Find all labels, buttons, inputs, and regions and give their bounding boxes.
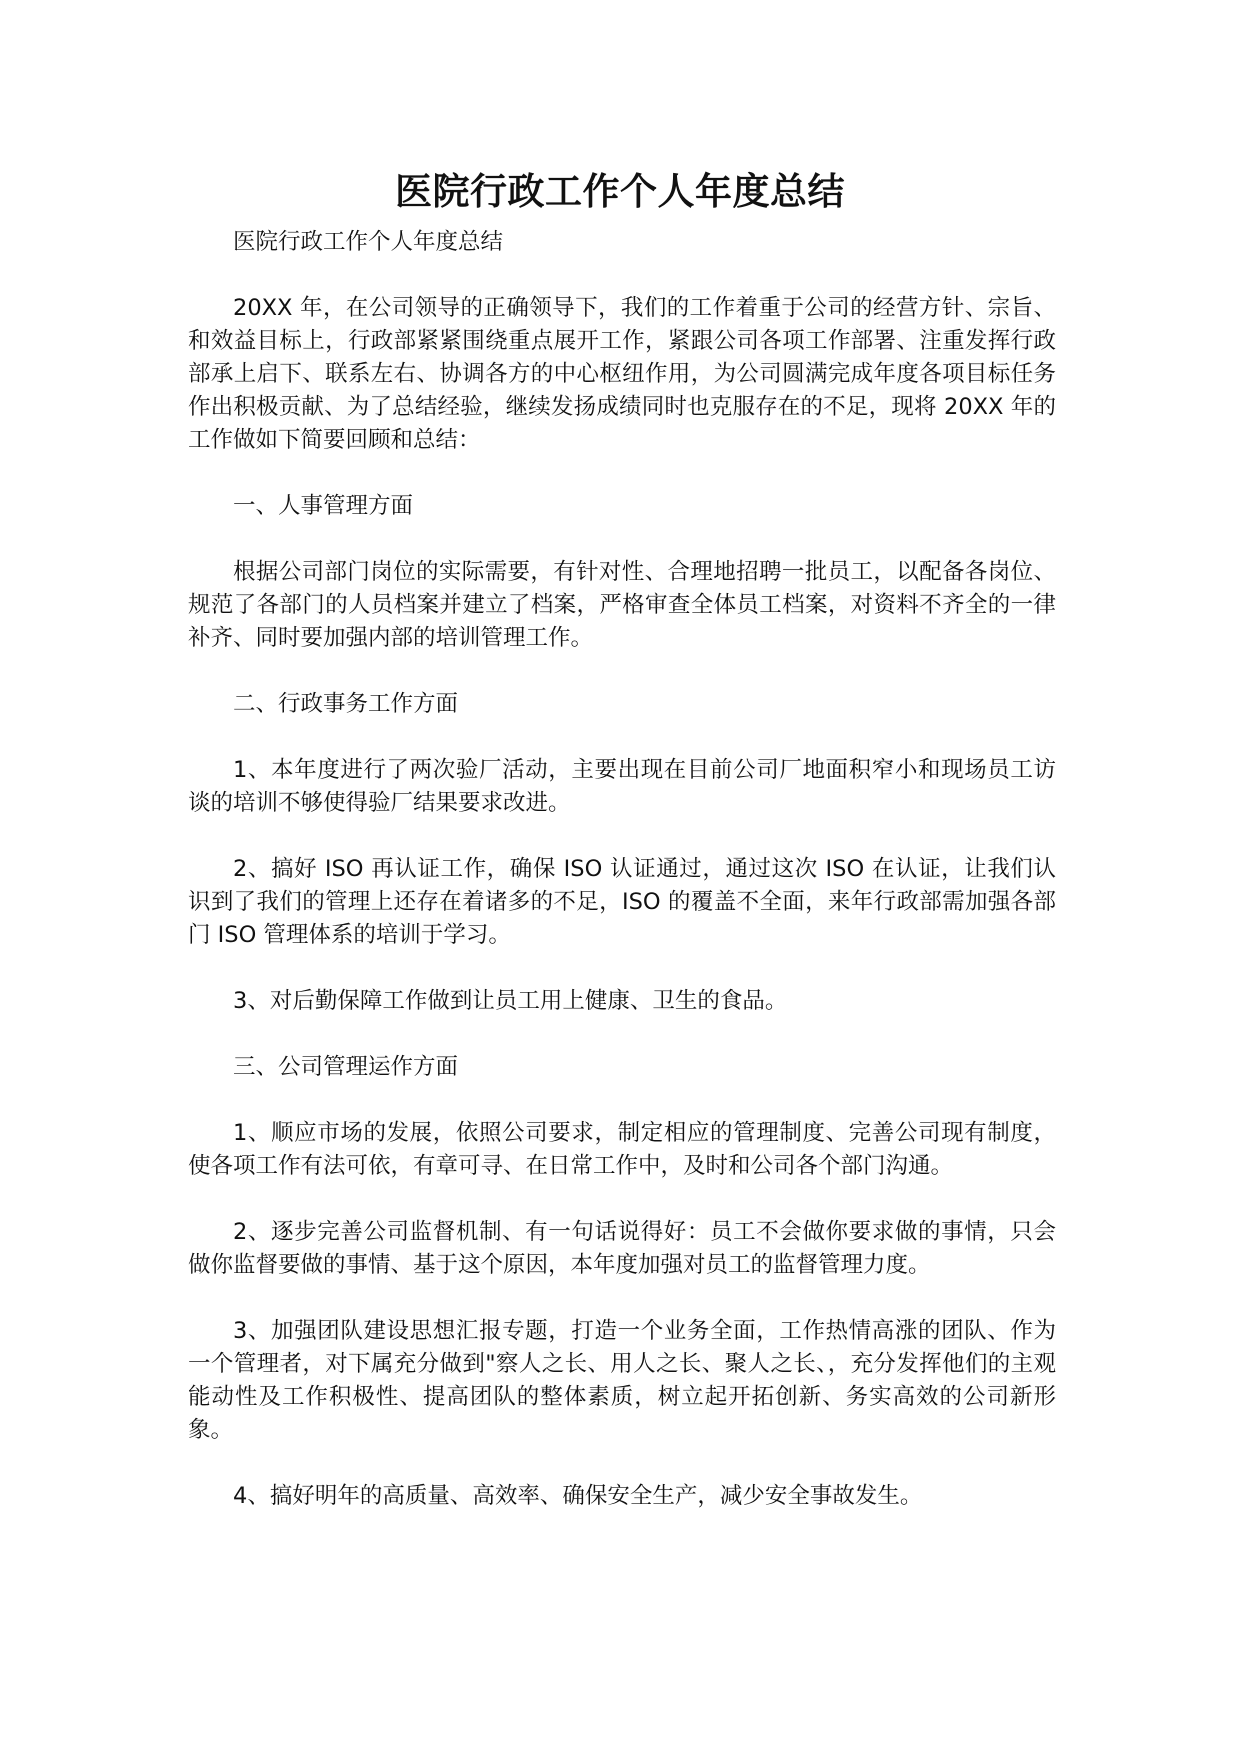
document-body [188, 226, 1056, 1513]
admin-item-1: 1、本年度进行了两次验厂活动，主要出现在目前公司厂地面积窄小和现场员工访谈的培训不够使得验厂结果要求改进。 [188, 757, 1056, 816]
section-heading-personnel: 一、人事管理方面 [233, 493, 414, 519]
paragraph-spacer [188, 1447, 1056, 1480]
document-title: 医院行政工作个人年度总结 [395, 170, 845, 213]
management-item-2: 2、逐步完善公司监督机制、有一句话说得好：员工不会做你要求做的事情，只会做你监督要做的事情、基于这个原因，本年度加强对员工的监督管理力度。 [188, 1219, 1056, 1278]
personnel-paragraph: 根据公司部门岗位的实际需要，有针对性、合理地招聘一批员工，以配备各岗位、规范了各部门的人员档案并建立了档案，严格审查全体员工档案，对资料不齐全的一律补齐、同时要加强内部的培训管理工作。 [188, 559, 1056, 651]
paragraph-spacer [188, 952, 1056, 985]
paragraph-spacer [188, 523, 1056, 556]
management-item-3: 3、加强团队建设思想汇报专题，打造一个业务全面，工作热情高涨的团队、作为一个管理者，对下属充分做到"察人之长、用人之长、聚人之长、，充分发挥他们的主观能动性及工作积极性、提高团队的整体素质，树立起开拓创新、务实高效的公司新形象。 [188, 1318, 1056, 1443]
intro-paragraph: 20XX 年，在公司领导的正确领导下，我们的工作着重于公司的经营方针、宗旨、和效益目标上，行政部紧紧围绕重点展开工作，紧跟公司各项工作部署、注重发挥行政部承上启下、联系左右、协调各方的中心枢纽作用，为公司圆满完成年度各项目标任务作出积极贡献、为了总结经验，继续发扬成绩同时也克服存在的不足，现将 20XX 年的工作做如下简要回顾和总结： [188, 295, 1056, 453]
paragraph-spacer [188, 457, 1056, 490]
management-item-4: 4、搞好明年的高质量、高效率、确保安全生产，减少安全事故发生。 [233, 1483, 923, 1509]
paragraph-spacer [188, 1018, 1056, 1051]
paragraph-spacer [188, 1084, 1056, 1117]
admin-item-2: 2、搞好 ISO 再认证工作，确保 ISO 认证通过，通过这次 ISO 在认证，让我们认识到了我们的管理上还存在着诸多的不足，ISO 的覆盖不全面，来年行政部需加强各部门 ISO 管理体系的培训于学习。 [188, 856, 1056, 948]
paragraph-spacer [188, 1282, 1056, 1315]
admin-item-3: 3、对后勤保障工作做到让员工用上健康、卫生的食品。 [233, 988, 788, 1014]
section-heading-management: 三、公司管理运作方面 [233, 1054, 459, 1080]
paragraph-spacer [188, 820, 1056, 853]
subtitle-paragraph: 医院行政工作个人年度总结 [233, 229, 504, 255]
section-heading-admin-affairs: 二、行政事务工作方面 [233, 691, 459, 717]
paragraph-spacer [188, 1183, 1056, 1216]
paragraph-spacer [188, 721, 1056, 754]
management-item-1: 1、顺应市场的发展，依照公司要求，制定相应的管理制度、完善公司现有制度，使各项工作有法可依，有章可寻、在日常工作中，及时和公司各个部门沟通。 [188, 1120, 1056, 1179]
paragraph-spacer [188, 655, 1056, 688]
paragraph-spacer [188, 259, 1056, 292]
